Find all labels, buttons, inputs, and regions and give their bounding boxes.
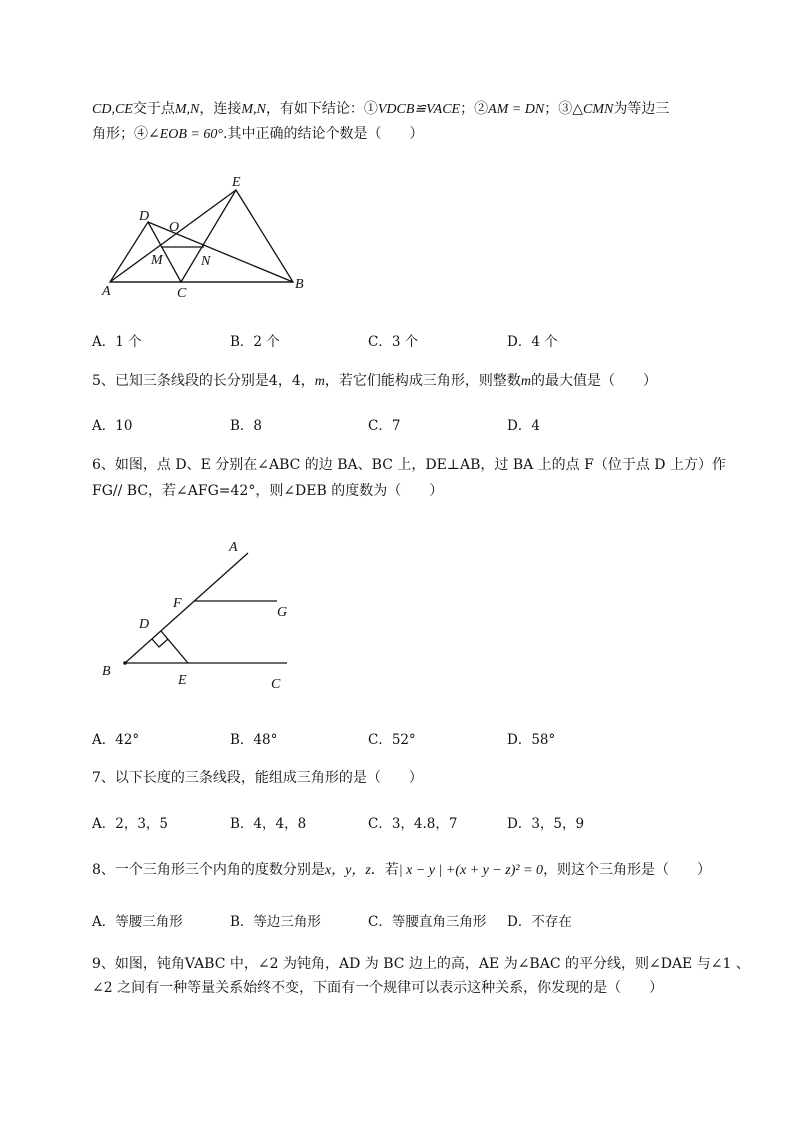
option-d[interactable]: D．4: [507, 418, 540, 434]
q4-text: 角形；④: [92, 126, 148, 142]
q5-variable: m: [520, 374, 531, 389]
q4-label-d: D: [139, 209, 150, 224]
option-d[interactable]: D．不存在: [507, 914, 572, 930]
q8-text: ．若: [370, 862, 399, 878]
q4-label-c: C: [177, 286, 187, 301]
q5-options: [92, 414, 732, 434]
q4-figure: [95, 170, 325, 305]
q4-points: M,N: [241, 102, 266, 117]
q4-text: 为等边三: [613, 101, 670, 117]
option-c[interactable]: C．等腰直角三角形: [368, 914, 487, 930]
q4-options: [92, 330, 732, 350]
option-a[interactable]: A．1 个: [92, 334, 142, 350]
q4-triangle-ecb: [181, 190, 293, 282]
q5-text: ，若它们能构成三角形，则整数: [324, 373, 521, 389]
q8-text: ，则这个三角形是（ ）: [543, 862, 712, 878]
option-d[interactable]: D．58°: [507, 732, 556, 748]
q5-variable: m: [314, 374, 325, 389]
q5-stem: [92, 371, 657, 392]
q6-label-g: G: [277, 605, 288, 620]
q4-congruence: VDCB≌VACE: [377, 102, 461, 117]
q4-label-n: N: [201, 254, 211, 269]
option-d[interactable]: D．3，5，9: [507, 816, 585, 832]
q8-text: 8、一个三角形三个内角的度数分别是: [92, 862, 325, 878]
q4-line-1: [92, 99, 669, 120]
option-b[interactable]: B．48°: [230, 732, 278, 748]
q7-options: [92, 812, 732, 832]
q6-stem-line-1: 6、如图，点 D、E 分别在∠ABC 的边 BA、BC 上，DE⊥AB，过 BA 上的点 F（位于点 D 上方）作: [92, 457, 726, 473]
q4-line-2: [92, 124, 423, 145]
q8-expression: | x − y | +(x + y − z)² = 0: [398, 863, 544, 878]
q6-label-b: B: [102, 664, 111, 679]
q4-text: ，有如下结论：①: [265, 101, 378, 117]
option-a[interactable]: A．42°: [92, 732, 140, 748]
q6-right-angle-mark: [152, 639, 168, 647]
q4-text: ，连接: [199, 101, 242, 117]
q4-segments: CD,CE: [92, 102, 133, 117]
q4-label-m: M: [151, 253, 163, 268]
q6-label-f: F: [173, 596, 182, 611]
option-a[interactable]: A．2，3，5: [92, 816, 169, 832]
q4-label-a: A: [102, 284, 111, 299]
option-d[interactable]: D．4 个: [507, 334, 558, 350]
option-b[interactable]: B．8: [230, 418, 263, 434]
option-c[interactable]: C．3 个: [368, 334, 419, 350]
option-c[interactable]: C．3，4.8，7: [368, 816, 458, 832]
q6-ray-ba: [125, 553, 248, 663]
option-b[interactable]: B．2 个: [230, 334, 280, 350]
q4-triangle: CMN: [582, 102, 614, 117]
q4-label-e: E: [232, 175, 241, 190]
q4-text: 交于点: [132, 101, 175, 117]
q4-text: ；②: [460, 101, 489, 117]
q6-point-b: [123, 661, 127, 665]
option-b[interactable]: B．4，4，8: [230, 816, 307, 832]
q6-stem-line-2: FG// BC，若∠AFG=42°，则∠DEB 的度数为（ ）: [92, 483, 444, 499]
option-b[interactable]: B．等边三角形: [230, 914, 321, 930]
q4-equation: AM = DN: [488, 102, 545, 117]
option-a[interactable]: A．10: [92, 418, 133, 434]
option-c[interactable]: C．7: [368, 418, 401, 434]
q6-label-d: D: [139, 617, 150, 632]
q4-angle: ∠EOB = 60°: [148, 127, 223, 142]
q6-label-e: E: [178, 673, 187, 688]
q6-options: [92, 728, 732, 748]
q5-text: 5、已知三条线段的长分别是4，4，: [92, 373, 315, 389]
q4-label-o: O: [169, 220, 180, 235]
q8-stem: [92, 860, 711, 881]
q4-points: M,N: [174, 102, 200, 117]
q5-text: 的最大值是（ ）: [530, 373, 657, 389]
q6-segment-de: [161, 631, 188, 663]
q9-stem-line-1: 9、如图，钝角VABC 中，∠2 为钝角，AD 为 BC 边上的高，AE 为∠BAC 的平分线，则∠DAE 与∠1 、: [92, 956, 750, 972]
q9-stem-line-2: ∠2 之间有一种等量关系始终不变，下面有一个规律可以表示这种关系，你发现的是（ ）: [92, 980, 664, 996]
q4-label-b: B: [295, 277, 304, 292]
q4-text: ；③△: [544, 101, 583, 117]
option-c[interactable]: C．52°: [368, 732, 416, 748]
q6-label-a: A: [229, 540, 238, 555]
q8-options: [92, 910, 732, 930]
q6-figure: [98, 535, 308, 695]
q7-stem: 7、以下长度的三条线段，能组成三角形的是（ ）: [92, 770, 423, 786]
q6-label-c: C: [271, 677, 281, 692]
q4-text: .其中正确的结论个数是（ ）: [223, 126, 424, 142]
q8-variables: x，y，z: [324, 863, 371, 878]
option-a[interactable]: A．等腰三角形: [92, 914, 183, 930]
